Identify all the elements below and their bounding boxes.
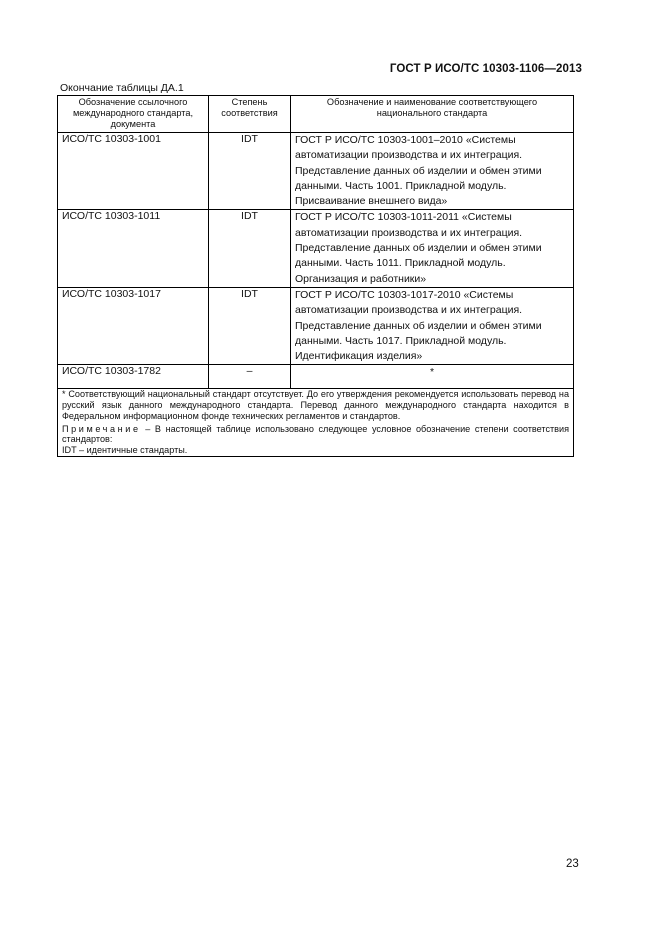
cell-degree: IDT [209, 210, 291, 287]
correspondence-table [57, 95, 574, 457]
cell-title: ГОСТ Р ИСО/ТС 10303-1017-2010 «Системы автоматизации производства и их интеграция. Представление данных об изделии и обмен этими данными. Часть 1017. Прикладной модуль. Идентификация изделия» [291, 287, 574, 364]
note-label: Примечание [62, 423, 141, 434]
header-national-standard: Обозначение и наименование соответствующего национального стандарта [291, 96, 574, 133]
cell-title: ГОСТ Р ИСО/ТС 10303-1011-2011 «Системы автоматизации производства и их интеграция. Представление данных об изделии и обмен этими данными. Часть 1011. Прикладной модуль. Организация и работники» [291, 210, 574, 287]
table-row [58, 287, 574, 364]
cell-code: ИСО/ТС 10303-1782 [58, 365, 209, 389]
notes-row [58, 389, 574, 456]
idt-definition: IDT – идентичные стандарты. [62, 444, 188, 455]
cell-code: ИСО/ТС 10303-1001 [58, 133, 209, 210]
cell-code: ИСО/ТС 10303-1017 [58, 287, 209, 364]
cell-degree: IDT [209, 287, 291, 364]
table-row [58, 365, 574, 389]
footnote-text: * Соответствующий национальный стандарт отсутствует. До его утверждения рекомендуется использовать перевод на русский язык данного международного стандарта. Перевод данного международного стандарта находится в Федеральном информационном фонде технических регламентов и стандартов. [62, 389, 569, 421]
cell-degree: – [209, 365, 291, 389]
cell-code: ИСО/ТС 10303-1011 [58, 210, 209, 287]
page-number: 23 [566, 858, 579, 870]
cell-title: * [291, 365, 574, 389]
table-header-row [58, 96, 574, 133]
table-row [58, 210, 574, 287]
note-paragraph [62, 424, 569, 445]
header-degree: Степень соответствия [209, 96, 291, 133]
notes-cell [58, 389, 574, 456]
table-caption: Окончание таблицы ДА.1 [60, 82, 184, 94]
document-header: ГОСТ Р ИСО/ТС 10303-1106—2013 [389, 63, 582, 75]
cell-degree: IDT [209, 133, 291, 210]
cell-title: ГОСТ Р ИСО/ТС 10303-1001–2010 «Системы автоматизации производства и их интеграция. Представление данных об изделии и обмен этими данными. Часть 1001. Прикладной модуль. Присваивание внешнего вида» [291, 133, 574, 210]
header-reference-standard: Обозначение ссылочного международного стандарта, документа [58, 96, 209, 133]
note-text: – В настоящей таблице использовано следующее условное обозначение степени соответствия стандартов: [62, 423, 569, 445]
table-row [58, 133, 574, 210]
